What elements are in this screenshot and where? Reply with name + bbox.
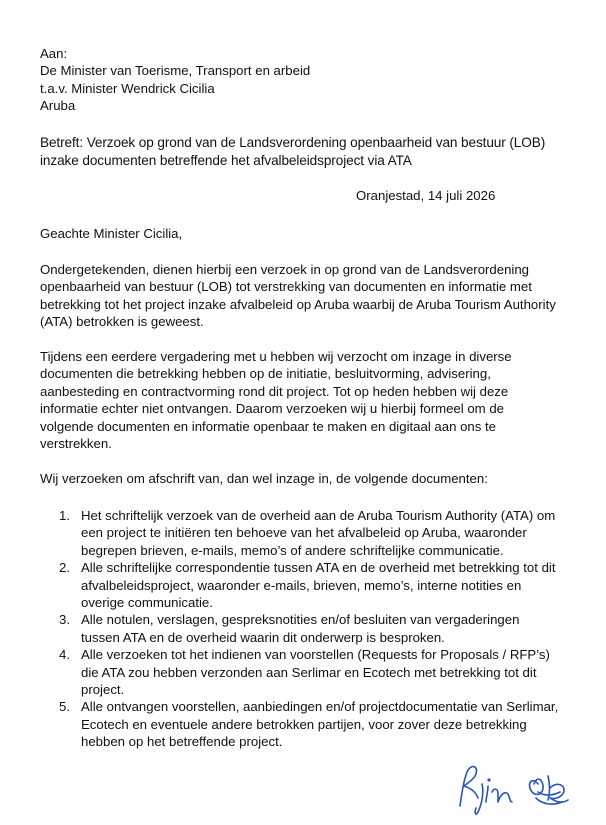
recipient-line-aan: Aan: [40,46,68,61]
list-item-text: Alle notulen, verslagen, gespreksnotities en/of besluiten van vergaderingen tussen ATA en de overheid waarin dit onderwerp is besproken. [81,612,520,645]
list-item-text: Het schriftelijk verzoek van de overheid aan de Aruba Tourism Authority (ATA) om een project te initiëren ten behoeve van het afvalbeleid op Aruba, waaronder begrepen brieven, e-mails, memo’s of andere schriftelijke communicatie. [81,508,556,558]
list-item-number: 4. [59,647,70,663]
list-item-text: Alle verzoeken tot het indienen van voorstellen (Requests for Proposals / RFP’s) die ATA zou hebben verzonden aan Serlimar en Ecotech met betrekking tot dit project. [81,647,550,698]
recipient-line-minister: De Minister van Toerisme, Transport en arbeid [40,63,311,79]
list-item [59,646,559,698]
list-item [59,611,559,646]
salutation: Geachte Minister Cicilia, [40,226,183,241]
list-intro-paragraph: Wij verzoeken om afschrift van, dan wel inzage in, de volgende documenten: [40,471,488,486]
letter-date: Oranjestad, 14 juli 2026 [356,188,496,203]
list-item-number: 1. [59,508,70,523]
recipient-line-country: Aruba [40,98,76,114]
list-item-number: 3. [59,612,70,628]
list-item-text: Alle schriftelijke correspondentie tussen ATA en de overheid met betrekking tot dit afvalbeleidsproject, waaronder e-mails, brieven, memo’s, interne notities en overige communicatie. [81,560,556,611]
list-item-number: 5. [59,699,70,715]
recipient-line-attention: t.a.v. Minister Wendrick Cicilia [40,80,215,96]
list-item-number: 2. [59,560,70,576]
subject-line: Betreft: Verzoek op grond van de Landsverordening openbaarheid van bestuur (LOB) inzake documenten betreffende het afvalbeleidsproject via ATA [40,135,546,168]
list-item-text: Alle ontvangen voorstellen, aanbiedingen en/of projectdocumentatie van Serlimar, Ecotech en eventuele andere betrokken partijen, voor zover deze betrekking hebben op het betreffende project. [81,699,559,750]
list-item [59,698,559,750]
list-item [59,507,559,559]
background-paragraph: Tijdens een eerdere vergadering met u hebben wij verzocht om inzage in diverse documenten die betrekking hebben op de initiatie, besluitvorming, advisering, aanbesteding en contractvorming rond dit project. Tot op heden hebben wij deze informatie echter niet ontvangen. Daarom verzoeken wij u hierbij formeel om de volgende documenten en informatie openbaar te maken en digitaal aan ons te verstrekken. [40,349,512,452]
handwritten-signatures [452,758,582,818]
signature-icon [452,758,582,818]
list-item [59,559,559,611]
recipient-block [40,45,310,115]
intro-paragraph: Ondergetekenden, dienen hierbij een verzoek in op grond van de Landsverordening openbaarheid van bestuur (LOB) tot verstrekking van documenten en informatie met betrekking tot het project inzake afvalbeleid op Aruba waarbij de Aruba Tourism Authority (ATA) betrokken is geweest. [40,262,556,330]
requested-documents-list [59,507,559,751]
